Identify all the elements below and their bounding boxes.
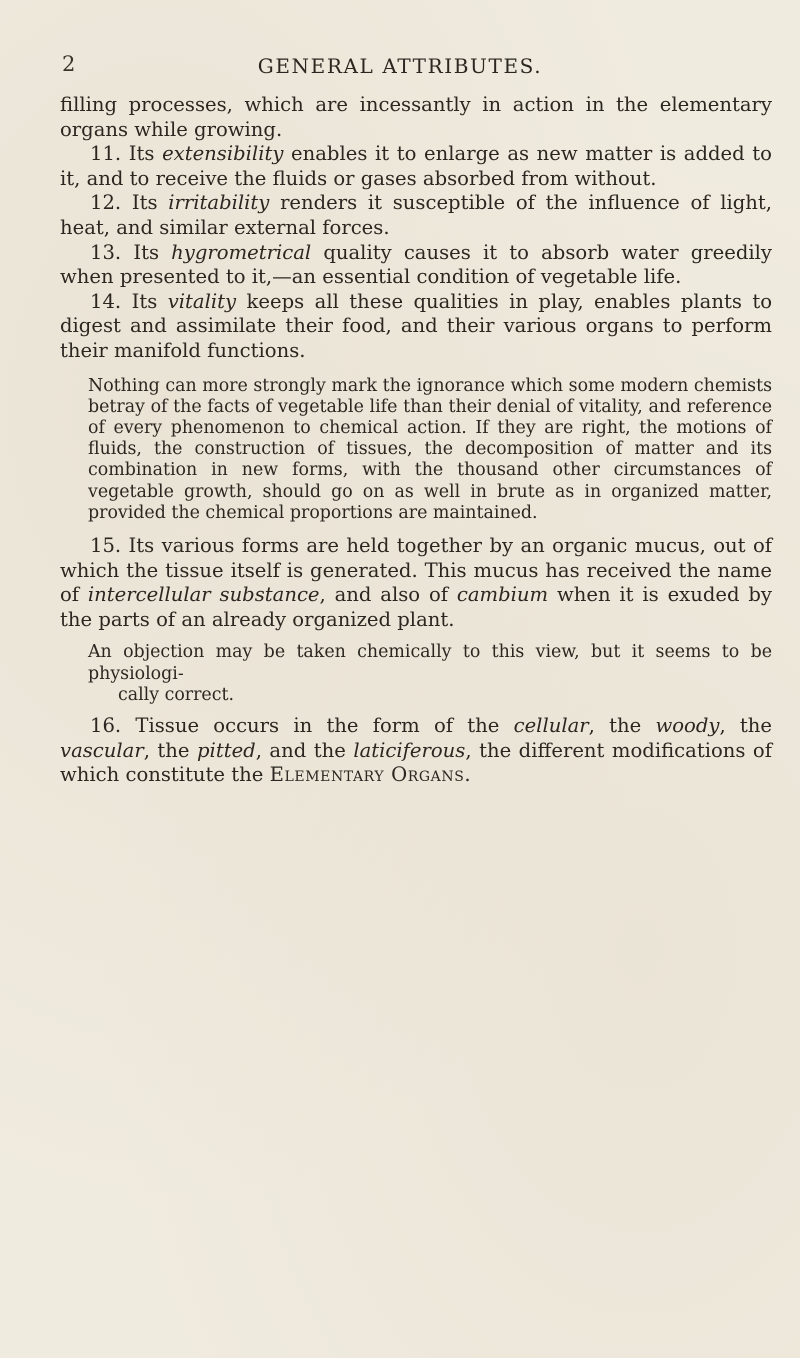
paragraph-15-text-b: , and also of — [319, 583, 457, 607]
note-objection — [60, 642, 772, 706]
paragraph-16 — [60, 714, 772, 788]
note-objection-line: An objection may be taken chemically to this view, but it seems to be physiologi- — [88, 642, 772, 684]
paragraph-12-text: renders it susceptible of the influence of light, heat, and similar external forces. — [60, 191, 772, 239]
paragraph-intro: filling processes, which are incessantly in action in the elementary organs while growing. — [60, 93, 772, 141]
page-number: 2 — [62, 52, 76, 76]
paragraph-14-number: 14. Its — [90, 289, 168, 313]
term-cambium: cambium — [456, 583, 549, 607]
paragraph-14-text: keeps all these qualities in play, enables plants to digest and assimilate their food, and their various organs to perform their manifold functions. — [60, 289, 772, 362]
paragraph-16-text-b: , the — [588, 713, 656, 737]
paragraph-13-number: 13. Its — [90, 240, 172, 264]
paragraph-13-text: quality causes it to absorb water greedily when presented to it,—an essential condition of vegetable life. — [60, 240, 772, 289]
paragraph-11 — [60, 142, 772, 191]
note-vitality: Nothing can more strongly mark the ignorance which some modern chemists betray of the facts of vegetable life than their denial of vitality, and reference of every phenomenon to chemical action. If they are right, the motions of fluids, the construction of tissues, the decomposition of matter and its combination in new forms, with the thousand other circumstances of vegetable growth, should go on as well in brute as in organized matter, provided the chemical proportions are maintained. — [88, 375, 772, 523]
term-vascular: vascular — [60, 738, 144, 762]
term-irritability: irritability — [168, 191, 270, 215]
term-woody: woody — [655, 713, 720, 737]
note-objection-continuation: cally correct. — [118, 684, 234, 705]
paragraph-16-text-a: 16. Tissue occurs in the form of the — [90, 713, 514, 737]
paragraph-11-text: enables it to enlarge as new matter is added to it, and to receive the fluids or gases absorbed from without. — [60, 142, 772, 190]
paragraph-16-text-e: , and the — [255, 738, 354, 762]
paragraph-16-text-d: , the — [143, 738, 198, 762]
running-head: GENERAL ATTRIBUTES. — [257, 54, 543, 78]
term-extensibility: extensibility — [162, 142, 284, 166]
paragraph-15-text-a: 15. Its various forms are held together by an organic mucus, out of which the tissue itself is generated. This mucus has received the name of — [60, 533, 772, 607]
term-elementary-organs: Elementary Organs — [269, 763, 465, 787]
body-text — [60, 93, 772, 788]
paragraph-15 — [60, 534, 772, 632]
term-vitality: vitality — [167, 289, 237, 313]
paragraph-15-text-c: when it is exuded by the parts of an already organized plant. — [60, 583, 772, 631]
paragraph-16-text-g: . — [464, 763, 471, 787]
paragraph-16-text-c: , the — [719, 713, 772, 737]
paragraph-14 — [60, 290, 772, 364]
paragraph-12-number: 12. Its — [90, 191, 169, 215]
term-hygrometrical: hygrometrical — [171, 240, 312, 264]
term-intercellular-substance: intercellular substance — [87, 583, 320, 607]
term-pitted: pitted — [197, 738, 256, 762]
page-header — [0, 52, 800, 82]
paragraph-13 — [60, 241, 772, 290]
term-cellular: cellular — [513, 713, 589, 737]
paragraph-11-number: 11. Its — [90, 142, 163, 166]
term-laticiferous: laticiferous — [353, 738, 466, 762]
paragraph-16-text-f: , the different modifications of which constitute the — [60, 738, 772, 787]
paragraph-12 — [60, 191, 772, 240]
